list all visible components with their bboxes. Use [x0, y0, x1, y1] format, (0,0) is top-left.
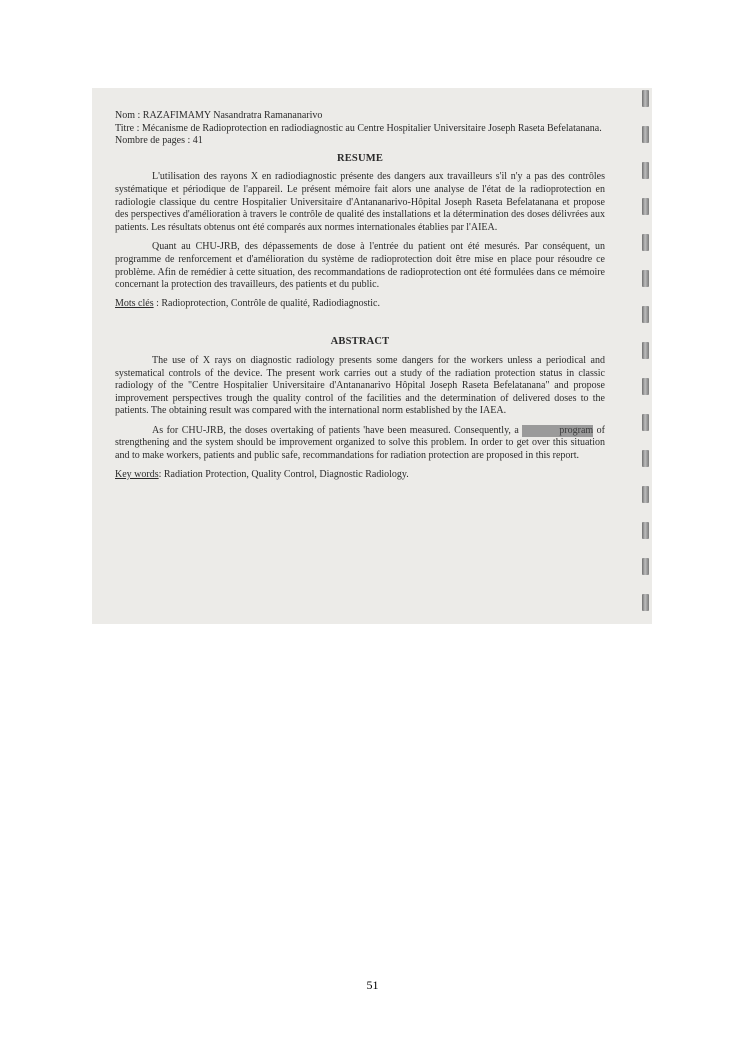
binding-ring — [642, 270, 649, 287]
key-words — [115, 469, 605, 482]
scan-text-block — [115, 110, 605, 481]
abstract-heading: ABSTRACT — [330, 336, 390, 348]
key-words-label: Key words — [115, 468, 159, 480]
smudged-word: program — [522, 425, 593, 438]
binding-ring — [642, 90, 649, 107]
binding-ring — [642, 378, 649, 395]
binding-ring — [642, 342, 649, 359]
resume-paragraph-1: L'utilisation des rayons X en radiodiagnostic présente des dangers aux travailleurs s'il n'y a pas des contrôles systématique et périodique de l'appareil. Le présent mémoire fait alors une analyse de l'état de la radioprotection en radiologie classique du centre Hospitalier Universitaire d'Antananarivo-Hôpital Joseph Raseta Befelatanana et propose des perspectives d'amélioration à travers le contrôle de qualité des installations et la détermination des doses délivrées aux patients. Les résultats obtenus ont été comparés aux normes internationales établies par l'AIEA. — [115, 171, 605, 233]
binding-ring — [642, 306, 649, 323]
binding-ring — [642, 594, 649, 611]
binding-ring — [642, 522, 649, 539]
binding-ring — [642, 162, 649, 179]
page-count: Nombre de pages : 41 — [115, 135, 203, 147]
thesis-title: Titre : Mécanisme de Radioprotection en radiodiagnostic au Centre Hospitalier Universitaire Joseph Raseta Befelatanana. — [115, 122, 602, 134]
scanned-abstract-page — [92, 88, 652, 624]
binding-ring — [642, 486, 649, 503]
binding-ring — [642, 450, 649, 467]
binding-ring — [642, 234, 649, 251]
mots-cles — [115, 298, 605, 311]
binding-ring — [642, 198, 649, 215]
resume-paragraph-2: Quant au CHU-JRB, des dépassements de dose à l'entrée du patient ont été mesurés. Par conséquent, un programme de renforcement et d'amélioration du système de radioprotection doit être mise en place pour résoudre ce problème. Afin de remédier à cette situation, des recommandations de radioprotection ont été formulées dans ce mémoire concernant la protection des travailleurs, des patients et du public. — [115, 241, 605, 291]
binding-ring — [642, 414, 649, 431]
binding-ring — [642, 558, 649, 575]
abstract-paragraph-2 — [115, 425, 605, 463]
mots-cles-text: : Radioprotection, Contrôle de qualité, Radiodiagnostic. — [153, 297, 380, 309]
abstract-p2-end: of strengthening and the system should be improvement organized to solve this problem. In order to get over this situation and to make workers, patients and public safe, recommandations for radiation protection are proposed in this report. — [115, 424, 605, 462]
binding-ring — [642, 126, 649, 143]
resume-heading: RESUME — [336, 152, 384, 164]
author-name: Nom : RAZAFIMAMY Nasandratra Ramananarivo — [115, 110, 323, 121]
abstract-paragraph-1: The use of X rays on diagnostic radiology presents some dangers for the workers unless a periodical and systematical controls of the device. The present work carries out a study of the radiation protection status in classic radiology of the "Centre Hospitalier Universitaire d'Antananarivo Hôpital Joseph Raseta Befelatanana" and propose improvement perspectives trough the quality control of the facilities and the determination of delivered doses to the patients. The obtaining result was compared with the international norm established by the IAEA. — [115, 354, 605, 417]
abstract-p2-start: As for CHU-JRB, the doses overtaking of patients 'have been measured. Consequently, a — [152, 424, 523, 436]
key-words-text: : Radiation Protection, Quality Control, Diagnostic Radiology. — [158, 468, 409, 480]
page-number: 51 — [366, 978, 379, 992]
spiral-binding — [640, 88, 652, 624]
mots-cles-label: Mots clés — [115, 297, 154, 309]
